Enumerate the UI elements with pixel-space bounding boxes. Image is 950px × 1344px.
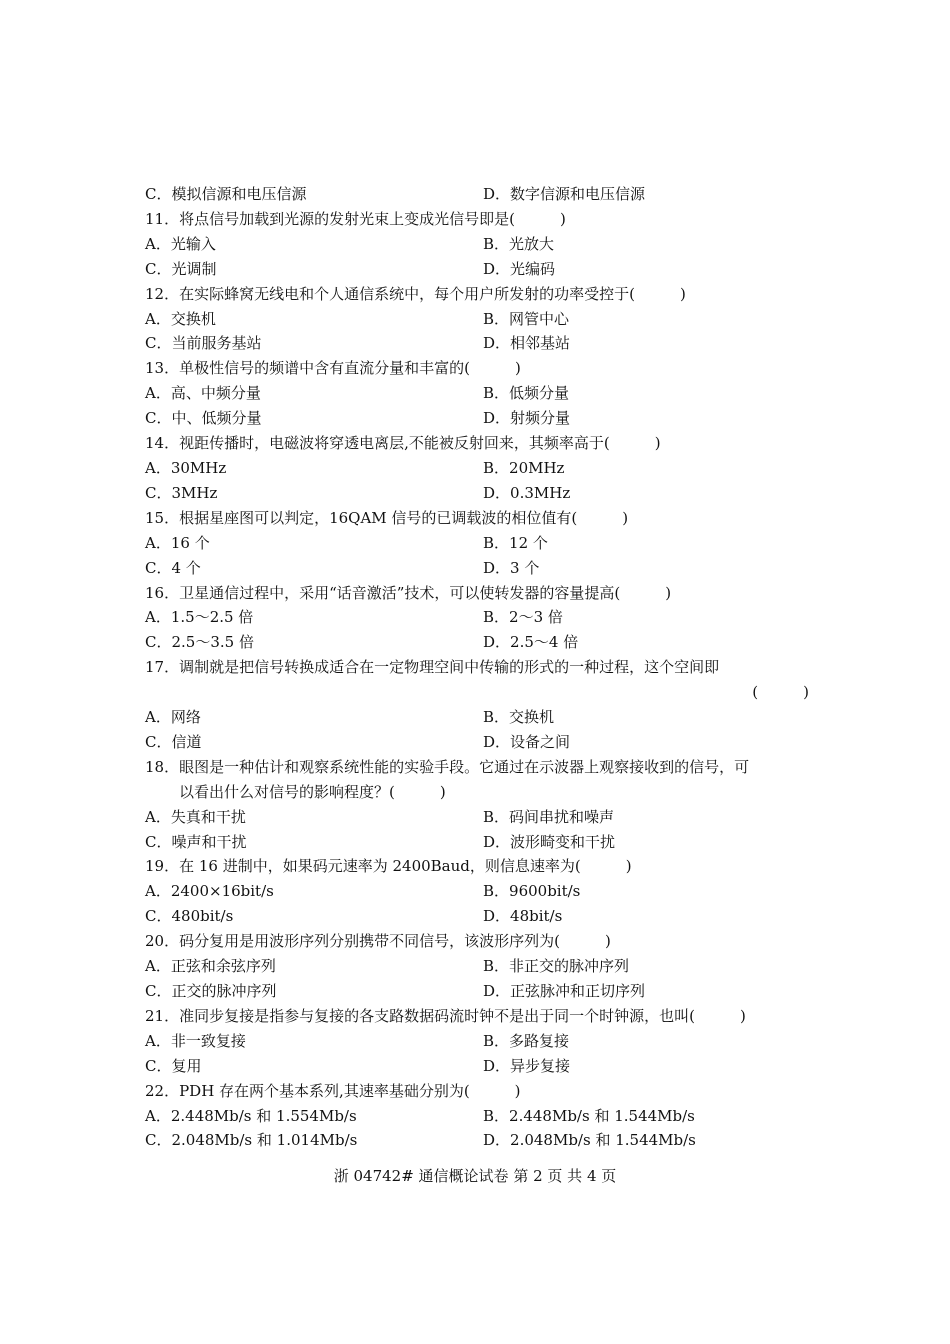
- option-d: D．波形畸变和干扰: [483, 832, 616, 851]
- option-row: [145, 605, 815, 630]
- option-c: C．噪声和干扰: [145, 832, 247, 851]
- option-c: C．当前服务基站: [145, 334, 262, 353]
- option-row: [145, 556, 815, 581]
- option-row: [145, 257, 815, 282]
- question-16: 16．卫星通信过程中，采用“话音激活”技术，可以使转发器的容量提高( ): [145, 583, 672, 602]
- option-a: A．高、中频分量: [145, 384, 261, 403]
- option-d: D．2.5～4 倍: [483, 633, 579, 652]
- option-b: B．12 个: [483, 533, 548, 552]
- option-b: B．9600bit/s: [483, 882, 581, 901]
- option-row: [145, 630, 815, 655]
- option-a: A．30MHz: [145, 458, 227, 477]
- question-18-continuation: 以看出什么对信号的影响程度？( ): [179, 782, 446, 801]
- option-row: [145, 705, 815, 730]
- option-c: C．480bit/s: [145, 907, 234, 926]
- option-a: A．2.448Mb/s 和 1.554Mb/s: [145, 1106, 357, 1125]
- question-12: 12．在实际蜂窝无线电和个人通信系统中，每个用户所发射的功率受控于( ): [145, 284, 686, 303]
- option-a: A．正弦和余弦序列: [145, 957, 276, 976]
- option-d: D．设备之间: [483, 732, 571, 751]
- option-a: A．失真和干扰: [145, 807, 246, 826]
- option-d: D．数字信源和电压信源: [483, 185, 646, 203]
- option-row: [145, 307, 815, 332]
- option-a: A．16 个: [145, 533, 210, 552]
- option-d: D．3 个: [483, 558, 540, 577]
- option-c: C．正交的脉冲序列: [145, 982, 277, 1000]
- question-17: 17．调制就是把信号转换成适合在一定物理空间中传输的形式的一种过程，这个空间即: [145, 658, 720, 677]
- option-c: C．复用: [145, 1056, 202, 1075]
- option-row: [145, 182, 815, 207]
- option-row: [145, 1104, 815, 1129]
- option-b: B．非正交的脉冲序列: [483, 957, 630, 976]
- option-a: A．网络: [145, 708, 201, 727]
- option-a: A．2400×16bit/s: [145, 882, 274, 901]
- option-d: D．0.3MHz: [483, 483, 571, 502]
- option-d: D．光编码: [483, 259, 556, 278]
- option-row: [145, 381, 815, 406]
- option-c: C．2.048Mb/s 和 1.014Mb/s: [145, 1131, 358, 1150]
- option-row: [145, 879, 815, 904]
- option-b: B．2.448Mb/s 和 1.544Mb/s: [483, 1106, 695, 1125]
- question-15: 15．根据星座图可以判定，16QAM 信号的已调载波的相位值有( ): [145, 508, 629, 527]
- option-d: D．2.048Mb/s 和 1.544Mb/s: [483, 1131, 696, 1150]
- option-a: A．光输入: [145, 234, 216, 253]
- option-d: D．正弦脉冲和正切序列: [483, 982, 646, 1000]
- question-22: 22．PDH 存在两个基本系列,其速率基础分别为( ): [145, 1081, 521, 1100]
- option-c: C．4 个: [145, 558, 201, 577]
- option-row: [145, 1128, 815, 1153]
- question-14: 14．视距传播时，电磁波将穿透电离层,不能被反射回来，其频率高于( ): [145, 434, 661, 453]
- option-b: B．码间串扰和噪声: [483, 807, 615, 826]
- question-21: 21．准同步复接是指参与复接的各支路数据码流时钟不是出于同一个时钟源，也叫( ): [145, 1006, 746, 1025]
- option-c: C．光调制: [145, 259, 217, 278]
- option-b: B．2～3 倍: [483, 608, 563, 627]
- option-d: D．相邻基站: [483, 334, 571, 353]
- option-row: [145, 331, 815, 356]
- question-list: [145, 182, 815, 1153]
- option-b: B．光放大: [483, 234, 555, 253]
- option-b: B．交换机: [483, 708, 555, 727]
- question-18-continued: [145, 780, 815, 805]
- option-a: A．非一致复接: [145, 1031, 246, 1050]
- option-row: [145, 456, 815, 481]
- option-d: D．射频分量: [483, 409, 571, 428]
- question-11: 11．将点信号加载到光源的发射光束上变成光信号即是( ): [145, 209, 566, 228]
- option-a: A．1.5～2.5 倍: [145, 608, 254, 627]
- option-c: C．3MHz: [145, 483, 218, 502]
- option-row: [145, 730, 815, 755]
- page-footer: 浙 04742# 通信概论试卷 第 2 页 共 4 页: [333, 1167, 617, 1185]
- option-row: [145, 1054, 815, 1079]
- option-c: C．信道: [145, 732, 202, 751]
- option-b: B．20MHz: [483, 458, 565, 477]
- question-19: 19．在 16 进制中，如果码元速率为 2400Baud，则信息速率为( ): [145, 857, 632, 876]
- option-b: B．网管中心: [483, 309, 570, 328]
- question-13: 13．单极性信号的频谱中含有直流分量和丰富的( ): [145, 359, 521, 378]
- answer-parenthesis: ( ): [752, 683, 809, 702]
- option-c: C．模拟信源和电压信源: [145, 185, 307, 203]
- option-b: B．多路复接: [483, 1031, 570, 1050]
- option-row: [145, 904, 815, 929]
- option-row: [145, 805, 815, 830]
- option-row: [145, 954, 815, 979]
- option-row: [145, 1029, 815, 1054]
- option-row: [145, 979, 815, 1004]
- option-a: A．交换机: [145, 309, 216, 328]
- question-20: 20．码分复用是用波形序列分别携带不同信号，该波形序列为( ): [145, 932, 611, 951]
- option-c: C．2.5～3.5 倍: [145, 633, 254, 652]
- option-d: D．48bit/s: [483, 907, 563, 926]
- option-row: [145, 406, 815, 431]
- option-row: [145, 531, 815, 556]
- option-c: C．中、低频分量: [145, 409, 262, 428]
- option-row: [145, 481, 815, 506]
- option-d: D．异步复接: [483, 1056, 571, 1075]
- question-18: 18．眼图是一种估计和观察系统性能的实验手段。它通过在示波器上观察接收到的信号，可: [145, 757, 750, 776]
- option-row: [145, 830, 815, 855]
- option-b: B．低频分量: [483, 384, 570, 403]
- option-row: [145, 232, 815, 257]
